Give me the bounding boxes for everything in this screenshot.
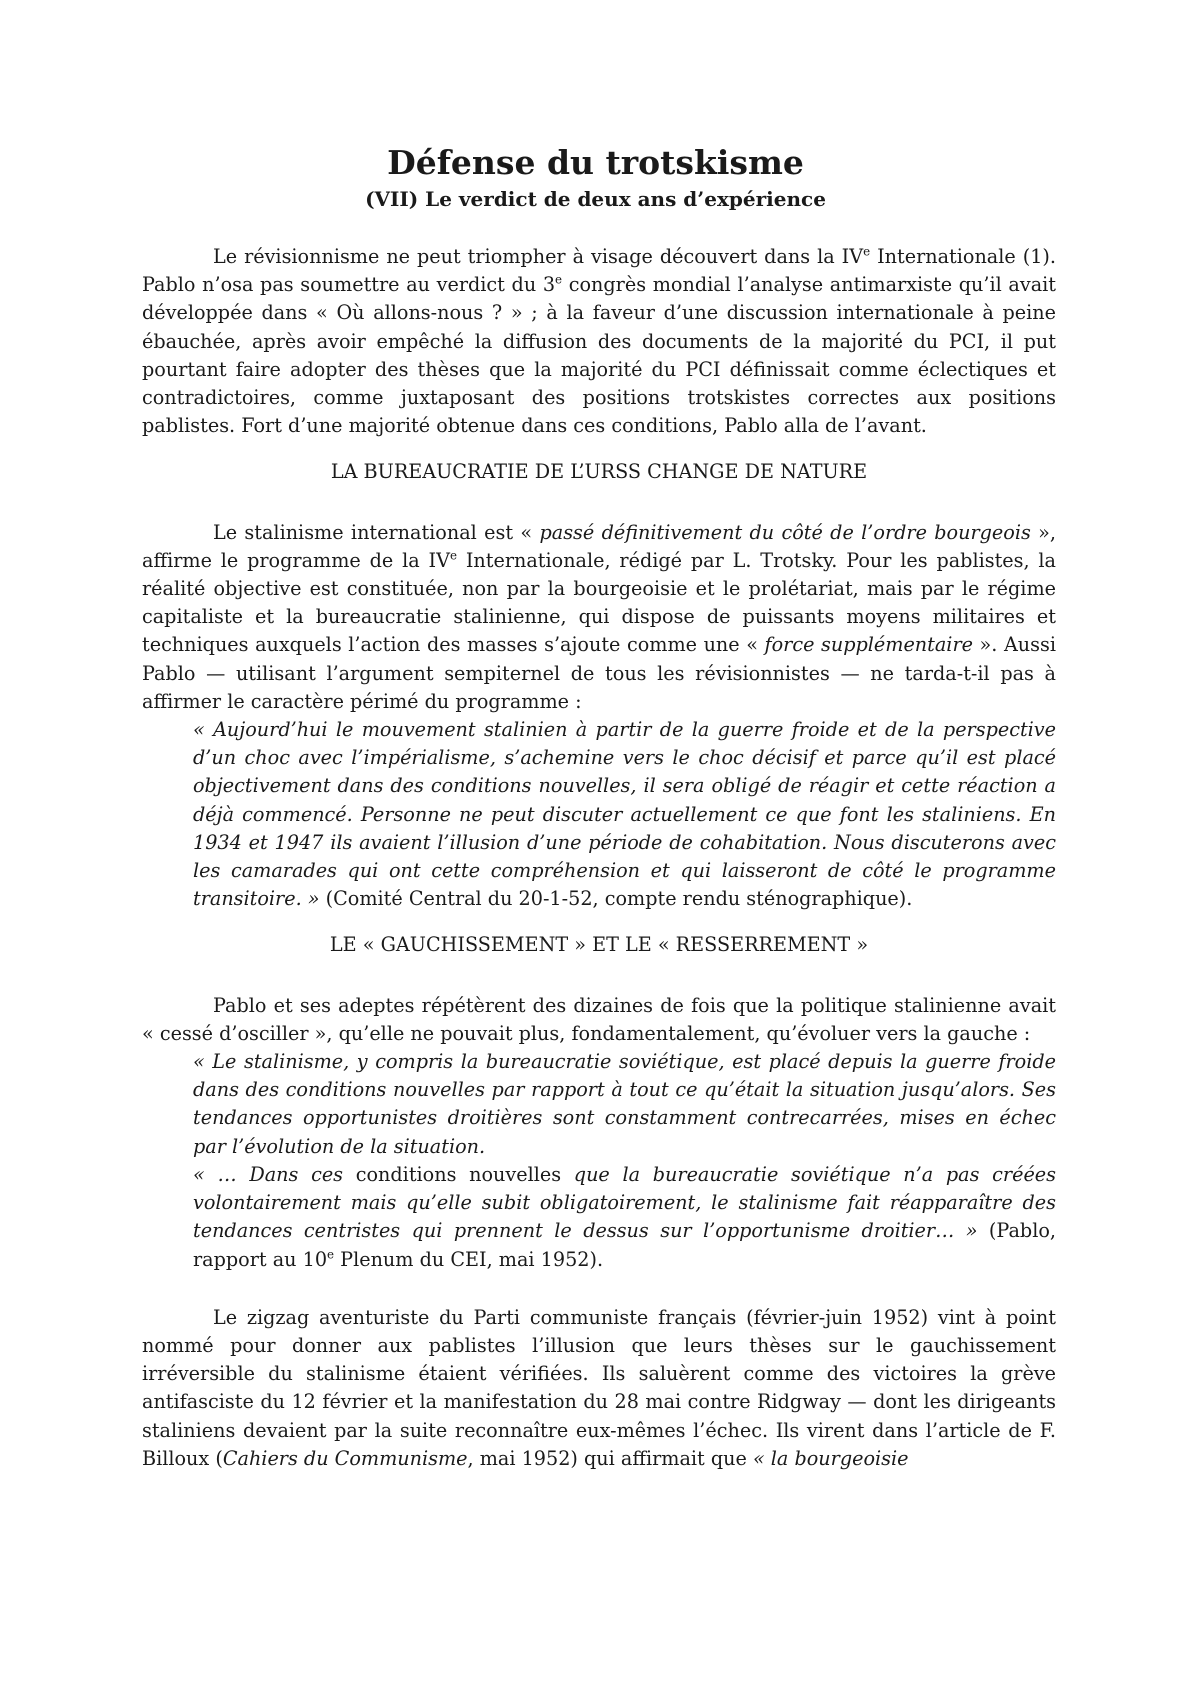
section-heading-gauchissement: LE « GAUCHISSEMENT » ET LE « RESSERREMENT »: [329, 933, 869, 957]
paragraph-4: Le zigzag aventuriste du Parti communiste français (février-juin 1952) vint à point nommé pour donner aux pablistes l’illusion que leurs thèses sur le gauchissement irréversible du stalinisme étaient vérifiées. Ils saluèrent comme des victoires la grève antifasciste du 12 février et la manifestation du 28 mai contre Ridgway — dont les dirigeants staliniens devaient par la suite reconnaître eux-mêmes l’échec. Ils virent dans l’article de F. Billoux (Cahiers du Communisme, mai 1952) qui affirmait que « la bourgeoisie: [142, 1305, 1056, 1470]
section-heading-bureaucratie: LA BUREAUCRATIE DE L’URSS CHANGE DE NATURE: [330, 460, 868, 484]
paragraph-3: Pablo et ses adeptes répétèrent des dizaines de fois que la politique stalinienne avait « cessé d’osciller », qu’elle ne pouvait plus, fondamentalement, qu’évoluer vers la gauche :: [142, 993, 1056, 1045]
document-title: Défense du trotskisme: [387, 143, 804, 182]
paragraph-2: Le stalinisme international est « passé définitivement du côté de l’ordre bourgeois », affirme le programme de la IVe Internationale, rédigé par L. Trotsky. Pour les pablistes, la réalité objective est constituée, non par la bourgeoisie et le prolétariat, mais par le régime capitaliste et la bureaucratie stalinienne, qui dispose de puissants moyens militaires et techniques auxquels l’action des masses s’ajoute comme une « force supplémentaire ». Aussi Pablo — utilisant l’argument sempiternel de tous les révisionnistes — ne tarda-t-il pas à affirmer le caractère périmé du programme :: [142, 520, 1056, 713]
document-body: [142, 243, 1056, 1473]
document-subtitle: (VII) Le verdict de deux ans d’expérience: [365, 187, 826, 211]
quote-3: « … Dans ces conditions nouvelles que la bureaucratie soviétique n’a pas créées volontairement mais qu’elle subit obligatoirement, le stalinisme fait réapparaître des tendances centristes qui prennent le dessus sur l’opportunisme droitier… » (Pablo, rapport au 10e Plenum du CEI, mai 1952).: [193, 1162, 1056, 1271]
paragraph-1: Le révisionnisme ne peut triompher à visage découvert dans la IVe Internationale (1). Pablo n’osa pas soumettre au verdict du 3e congrès mondial l’analyse antimarxiste qu’il avait développée dans « Où allons-nous ? » ; à la faveur d’une discussion internationale à peine ébauchée, après avoir empêché la diffusion des documents de la majorité du PCI, il put pourtant faire adopter des thèses que la majorité du PCI définissait comme éclectiques et contradictoires, comme juxtaposant des positions trotskistes correctes aux positions pablistes. Fort d’une majorité obtenue dans ces conditions, Pablo alla de l’avant.: [142, 244, 1056, 438]
quote-1: « Aujourd’hui le mouvement stalinien à partir de la guerre froide et de la perspective d’un choc avec l’impérialisme, s’achemine vers le choc décisif et parce qu’il est placé objectivement dans des conditions nouvelles, il sera obligé de réagir et cette réaction a déjà commencé. Personne ne peut discuter actuellement ce que font les staliniens. En 1934 et 1947 ils avaient l’illusion d’une période de cohabitation. Nous discuterons avec les camarades qui ont cette compréhension et qui laisseront de côté le programme transitoire. » (Comité Central du 20-1-52, compte rendu sténographique).: [193, 718, 1056, 911]
quote-2: « Le stalinisme, y compris la bureaucratie soviétique, est placé depuis la guerre froide dans des conditions nouvelles par rapport à tout ce qu’était la situation jusqu’alors. Ses tendances opportunistes droitières sont constamment contrecarrées, mises en échec par l’évolution de la situation.: [193, 1050, 1056, 1158]
